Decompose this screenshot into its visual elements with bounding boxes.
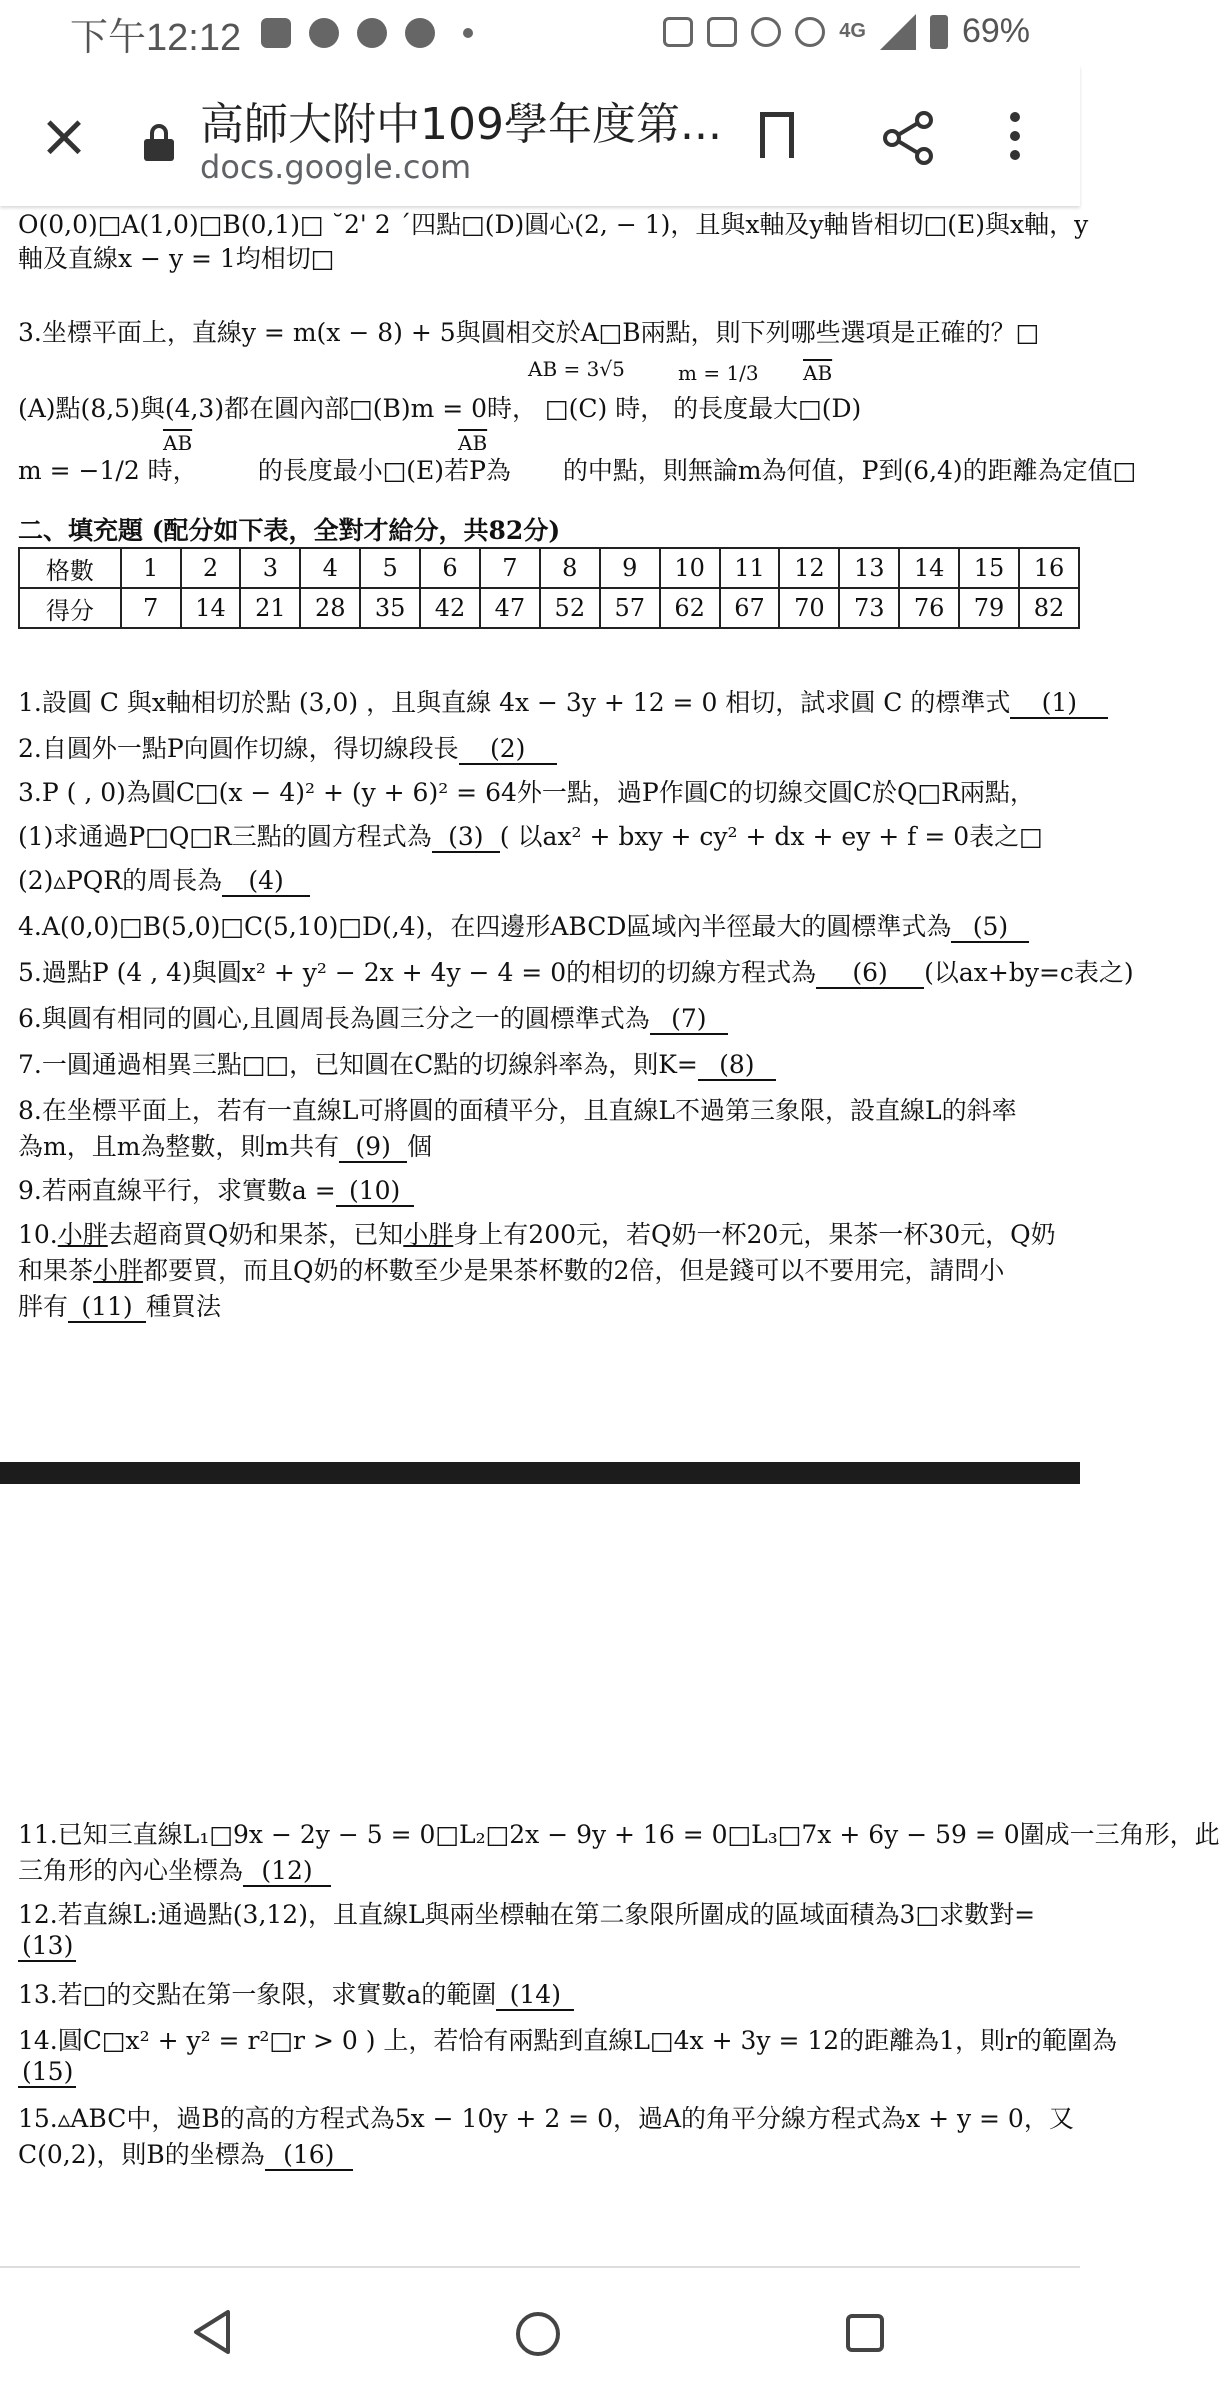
q3-m-value: m = 1/3 [678, 361, 759, 385]
line-icon [309, 18, 339, 48]
table-cell-score: 76 [899, 588, 959, 628]
bookmark-icon[interactable] [760, 112, 794, 158]
mute-icon [795, 17, 825, 47]
table-cell-score: 47 [480, 588, 540, 628]
fill-question-10c: 胖有 (11) 種買法 [18, 1292, 222, 1321]
fill-question-8b: 為m，且m為整數，則m共有 (9) 個 [18, 1132, 433, 1161]
table-cell-count: 14 [899, 548, 959, 588]
table-cell-count: 3 [240, 548, 300, 588]
lock-icon[interactable] [144, 124, 174, 160]
table-cell-count: 1 [121, 548, 181, 588]
status-time: 下午12:12 [70, 16, 242, 59]
fill-question-9: 9.若兩直線平行，求實數a = (10) [18, 1171, 414, 1207]
table-cell-count: 8 [540, 548, 600, 588]
doc-line: 軸及直線x − y = 1均相切□ [18, 244, 335, 273]
table-cell-count: 2 [181, 548, 241, 588]
overflow-menu-icon[interactable] [1010, 112, 1022, 168]
table-cell-score: 21 [240, 588, 300, 628]
table-cell-count: 16 [1019, 548, 1079, 588]
table-cell-score: 57 [600, 588, 660, 628]
table-row-label: 得分 [19, 588, 121, 628]
fill-question-3: 3.P ( , 0)為圓C□(x − 4)² + (y + 6)² = 64外一點，過P作圓C的切線交圓C於Q□R兩點， [18, 778, 1035, 807]
score-table [18, 547, 1080, 629]
auto-hz-icon [707, 17, 737, 47]
table-cell-score: 52 [540, 588, 600, 628]
table-cell-score: 62 [660, 588, 720, 628]
signal-icon [880, 14, 916, 50]
alarm-icon [751, 17, 781, 47]
q3-ab-length: AB = 3√5 [528, 357, 625, 381]
notification-icons [261, 18, 473, 48]
table-cell-count: 15 [959, 548, 1019, 588]
fill-question-14: 14.圓C□x² + y² = r²□r > 0 ) 上，若恰有兩點到直線L□4x + 3y = 12的距離為1，則r的範圍為 [18, 2026, 1118, 2055]
q3-ab-label: $\overline{AB}$ [458, 431, 488, 455]
table-cell-count: 4 [300, 548, 360, 588]
more-notifications-dot-icon [463, 28, 473, 38]
section-title: 二、填充題 (配分如下表，全對才給分，共82分) [18, 516, 561, 545]
q3-ab-label: $\overline{AB}$ [163, 431, 193, 455]
fill-question-15b: C(0,2)，則B的坐標為 (16) [18, 2135, 353, 2171]
message-icon [261, 18, 291, 48]
battery-icon [930, 15, 948, 49]
recent-apps-icon[interactable] [846, 2314, 884, 2352]
system-icons [663, 12, 1030, 51]
fill-question-8: 8.在坐標平面上，若有一直線L可將圓的面積平分，且直線L不過第三象限，設直線L的斜率 [18, 1096, 1017, 1125]
custom-tab-toolbar [0, 66, 1080, 206]
table-cell-score: 42 [420, 588, 480, 628]
fill-question-10: 10.小胖去超商買Q奶和果茶，已知小胖身上有200元，若Q奶一杯20元，果茶一杯30元，Q奶 [18, 1220, 1056, 1249]
fill-question-2: 2.自圓外一點P向圓作切線，得切線段長 (2) [18, 729, 557, 765]
table-cell-score: 73 [839, 588, 899, 628]
fill-question-15: 15.▵ABC中，過B的高的方程式為5x − 10y + 2 = 0，過A的角平分線方程式為x + y = 0，又 [18, 2104, 1074, 2133]
system-nav-bar [0, 2266, 1080, 2402]
fill-question-12: 12.若直線L:通過點(3,12)，且直線L與兩坐標軸在第二象限所圍成的區域面積為3□求數對= [18, 1900, 1036, 1929]
table-cell-score: 7 [121, 588, 181, 628]
fill-question-12b: (13) [18, 1931, 76, 1962]
battery-percent: 69% [961, 12, 1030, 50]
fill-question-11b: 三角形的內心坐標為 (12) [18, 1851, 331, 1887]
table-cell-count: 13 [839, 548, 899, 588]
table-cell-score: 35 [360, 588, 420, 628]
fill-question-3b: (2)▵PQR的周長為 (4) [18, 861, 310, 897]
table-cell-count: 5 [360, 548, 420, 588]
page-url: docs.google.com [200, 148, 472, 186]
page-break-divider [0, 1462, 1080, 1484]
share-icon[interactable] [880, 110, 936, 166]
close-icon[interactable]: × [38, 101, 90, 171]
phone-call-icon [405, 18, 435, 48]
fill-question-3a: (1)求通過P□Q□R三點的圓方程式為 (3) ( 以ax² + bxy + cy² + dx + ey + f = 0表之□ [18, 822, 1043, 851]
table-cell-score: 28 [300, 588, 360, 628]
fill-question-7: 7.一圓通過相異三點□□，已知圓在C點的切線斜率為，則K= (8) [18, 1045, 776, 1081]
table-cell-count: 10 [660, 548, 720, 588]
table-cell-count: 7 [480, 548, 540, 588]
fill-question-13: 13.若□的交點在第一象限，求實數a的範圍 (14) [18, 1975, 574, 2011]
camera-icon [663, 17, 693, 47]
table-cell-score: 67 [720, 588, 780, 628]
network-type: 4G [839, 20, 866, 42]
q3-ab-label: $\overline{AB}$ [803, 361, 833, 385]
home-icon[interactable] [516, 2312, 560, 2356]
question-3: 3.坐標平面上，直線y = m(x − 8) + 5與圓相交於A□B兩點，則下列哪些選項是正確的？□ [18, 318, 1040, 347]
table-cell-count: 6 [420, 548, 480, 588]
fill-question-6: 6.與圓有相同的圓心,且圓周長為圓三分之一的圓標準式為 (7) [18, 999, 728, 1035]
q3-options: (A)點(8,5)與(4,3)都在圓內部□(B)m = 0時， □(C) 時， 的長度最大□(D) [18, 394, 862, 423]
fill-question-11: 11.已知三直線L₁□9x − 2y − 5 = 0□L₂□2x − 9y + 16 = 0□L₃□7x + 6y − 59 = 0圍成一三角形，此 [18, 1820, 1220, 1849]
fill-question-4: 4.A(0,0)□B(5,0)□C(5,10)□D(,4)，在四邊形ABCD區域內半徑最大的圓標準式為 (5) [18, 907, 1029, 943]
table-cell-count: 12 [779, 548, 839, 588]
table-cell-score: 82 [1019, 588, 1079, 628]
doc-line: O(0,0)□A(1,0)□B(0,1)□ ˘2' 2 ˊ四點□(D)圓心(2, − 1)，且與x軸及y軸皆相切□(E)與x軸，y [18, 210, 1089, 239]
fill-question-14b: (15) [18, 2057, 76, 2088]
table-cell-score: 70 [779, 588, 839, 628]
q3-options-2: m = −1/2 時， 的長度最小□(E)若P為 的中點，則無論m為何值，P到(6,4)的距離為定值□ [18, 456, 1137, 485]
page-title: 高師大附中109學年度第... [200, 99, 722, 150]
table-row-label: 格數 [19, 548, 121, 588]
table-cell-score: 14 [181, 588, 241, 628]
facebook-icon [357, 18, 387, 48]
fill-question-1: 1.設圓 C 與x軸相切於點 (3,0) ，且與直線 4x − 3y + 12 = 0 相切，試求圓 C 的標準式 (1) [18, 683, 1108, 719]
table-cell-score: 79 [959, 588, 1019, 628]
status-bar [0, 0, 1080, 66]
table-cell-count: 11 [720, 548, 780, 588]
fill-question-10b: 和果茶小胖都要買，而且Q奶的杯數至少是果茶杯數的2倍，但是錢可以不要用完，請問小 [18, 1256, 1005, 1285]
table-cell-count: 9 [600, 548, 660, 588]
fill-question-5: 5.過點P (4 , 4)與圓x² + y² − 2x + 4y − 4 = 0的相切的切線方程式為 (6) (以ax+by=c表之) [18, 958, 1134, 987]
back-icon[interactable] [190, 2308, 234, 2356]
